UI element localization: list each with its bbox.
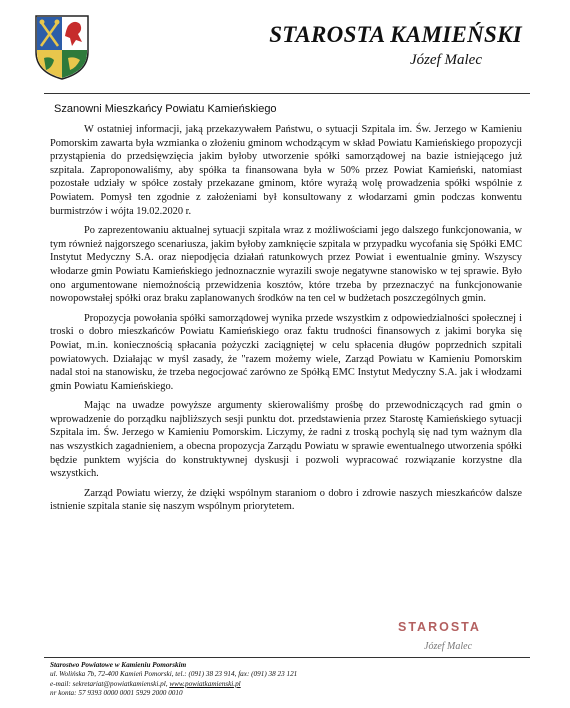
- footer-email: e-mail: sekretariat@powiatkamienski.pl,: [50, 679, 170, 688]
- footer-website-link[interactable]: www.powiatkamienski.pl: [169, 679, 241, 688]
- footer-account: nr konta: 57 9393 0000 0001 5929 2000 0010: [50, 688, 183, 697]
- paragraph: W ostatniej informacji, jaką przekazywałem Państwu, o sytuacji Szpitala im. Św. Jerzego w Kamieniu Pomorskim zawarta była wzmianka o złożeniu gminom wchodzącym w skład Powiatu Kamieńskiego propozycji przystąpienia do przedsięwzięcia jakim byłoby utworzenie spółki samorządowej na bazie istniejącego już szpitala. Zaproponowaliśmy, aby spółka ta finansowana była w 50% przez Powiat Kamieński, natomiast pozostałe udziały w spółce zostały przekazane gminom, które wyrażą wolę prowadzenia spółki wspólnie z Powiatem. Pomysł ten zgodnie z założeniami był konsultowany z włodarzami gmin podczas konwentu burmistrzów i wójta 19.02.2020 r.: [50, 124, 522, 217]
- paragraph: Propozycja powołania spółki samorządowej wynika przede wszystkim z odpowiedzialności społecznej i troski o dobro mieszkańców Powiatu Kamieńskiego oraz faktu trudności finansowych z jakimi boryka się Powiat, m.in. koniecznością spłacania pożyczki zaciągniętej w celu spłacenia długów poprzednich szpitali powiatowych. Działając w myśl zasady, że "razem możemy wiele, Zarząd Powiatu w Kamieniu Pomorskim nadal stoi na stanowisku, że trzeba negocjować zarówno ze Spółką EMC Instytut Medyczny S.A. jak i włodzami gmin Powiatu Kamieńskiego.: [50, 312, 522, 392]
- paragraph: Po zaprezentowaniu aktualnej sytuacji szpitala wraz z możliwościami jego dalszego funkcjonowania, w tym również najgorszego scenariusza, jakim byłoby zamknięcie szpitala w przypadku wycofania się Spółki EMC Instytut Medyczny S.A. oraz niepodjęcia działań ratunkowych przez Powiat i ewentualnie gminy. Wszyscy włodarze gmin Powiatu Kamieńskiego jednoznacznie wyrazili swoje negatywne stanowisko w tej sprawie. Było ono argumentowane niemożnością przewidzenia kosztów, które trzeba by przeznaczyć na funkcjonowanie nowopowstałej spółki oraz braku zaplanowanych środków na ten cel w budżetach poszczególnych gmin.: [50, 225, 522, 305]
- stamp-title: STAROSTA: [398, 620, 481, 634]
- letterhead-name: Józef Malec: [409, 52, 482, 68]
- letter-body: [50, 123, 522, 520]
- letterhead-title: STAROSTA KAMIEŃSKI: [269, 22, 522, 47]
- salutation: Szanowni Mieszkańcy Powiatu Kamieńskiego: [54, 103, 277, 115]
- footer-divider: [44, 657, 530, 658]
- coat-of-arms-icon: [32, 12, 92, 82]
- paragraph: Zarząd Powiatu wierzy, że dzięki wspólnym staraniom o dobro i zdrowie naszych mieszkańców dalsze istnienie szpitala stanie się naszym wspólnym priorytetem.: [50, 487, 522, 513]
- footer-contact: [50, 680, 297, 689]
- footer-address: ul. Wolińska 7b, 72-400 Kamień Pomorski, tel.: (091) 38 23 914, fax: (091) 38 23 121: [50, 670, 298, 679]
- paragraph: Mając na uwadze powyższe argumenty skierowaliśmy prośbę do przewodniczących rad gmin o wprowadzenie do porządku najbliższych sesji punktu dot. przedstawienia przez Starostę Kamieńskiego sytuacji Szpitala im. Św. Jerzego w Kamieniu Pomorskim. Liczymy, że radni z troską pochylą się nad tym ważnym dla nas wszystkich zagadnieniem, a obecna propozycja Zarządu Powiatu w sprawie ewentualnego utworzenia spółki będzie punktem wyjścia do konstruktywnej dyskusji i pozwoli wypracować rozwiązanie korzystne dla wszystkich.: [50, 400, 522, 480]
- stamp-name: Józef Malec: [424, 641, 473, 652]
- signature-stamp: [398, 620, 508, 668]
- footer-org: Starostwo Powiatowe w Kamieniu Pomorskim: [50, 661, 187, 669]
- header-divider: [44, 93, 530, 94]
- footer: [50, 661, 297, 698]
- letterhead: [269, 22, 522, 69]
